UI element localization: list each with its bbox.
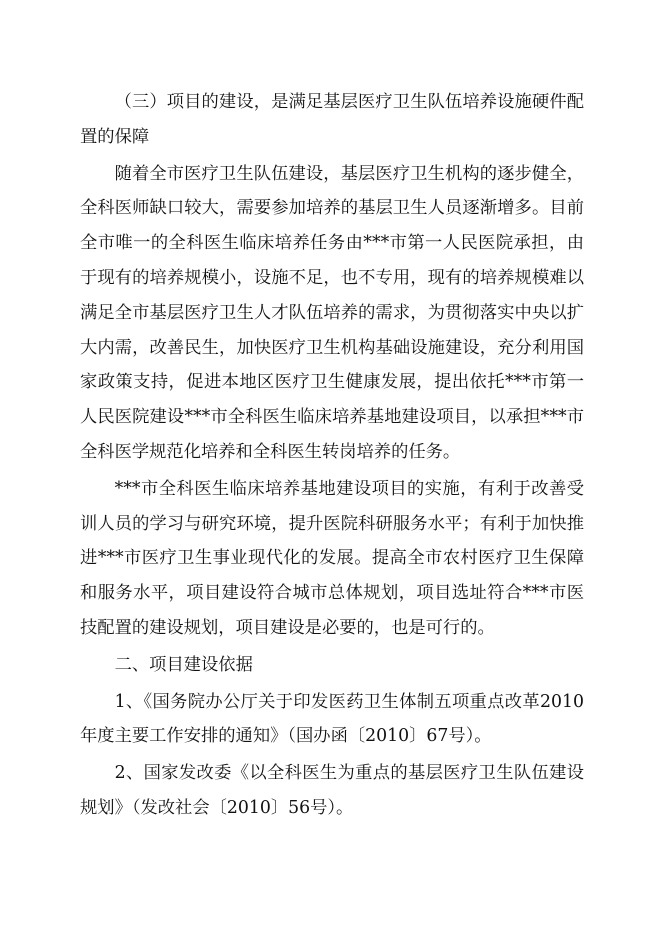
body-paragraph-significance: ***市全科医生临床培养基地建设项目的实施，有利于改善受训人员的学习与研究环境，提升医院科研服务水平；有利于加快推进***市医疗卫生事业现代化的发展。提高全市农村医疗卫生保障和服务水平，项目建设符合城市总体规划，项目选址符合***市医技配置的建设规划，项目建设是必要的，也是可行的。 [80, 478, 584, 638]
basis-item-1: 1、《国务院办公厅关于印发医药卫生体制五项重点改革2010年度主要工作安排的通知》（国办函〔2010〕67号）。 [80, 691, 584, 747]
basis-item-2: 2、国家发改委《以全科医生为重点的基层医疗卫生队伍建设规划》（发改社会〔2010〕56号）。 [80, 763, 584, 818]
body-paragraph-background: 随着全市医疗卫生队伍建设，基层医疗卫生机构的逐步健全，全科医师缺口较大，需要参加培养的基层卫生人员逐渐增多。目前全市唯一的全科医生临床培养任务由***市第一人民医院承担，由于现有的培养规模小，设施不足，也不专用，现有的培养规模难以满足全市基层医疗卫生人才队伍培养的需求，为贯彻落实中央以扩大内需，改善民生，加快医疗卫生机构基础设施建设，充分利用国家政策支持，促进本地区医疗卫生健康发展，提出依托***市第一人民医院建设***市全科医生临床培养基地建设项目，以承担***市全科医学规范化培养和全科医生转岗培养的任务。 [80, 163, 584, 462]
section-heading-basis: 二、项目建设依据 [114, 654, 253, 675]
section-heading-project-construction: （三）项目的建设，是满足基层医疗卫生队伍培养设施硬件配置的保障 [80, 92, 584, 147]
